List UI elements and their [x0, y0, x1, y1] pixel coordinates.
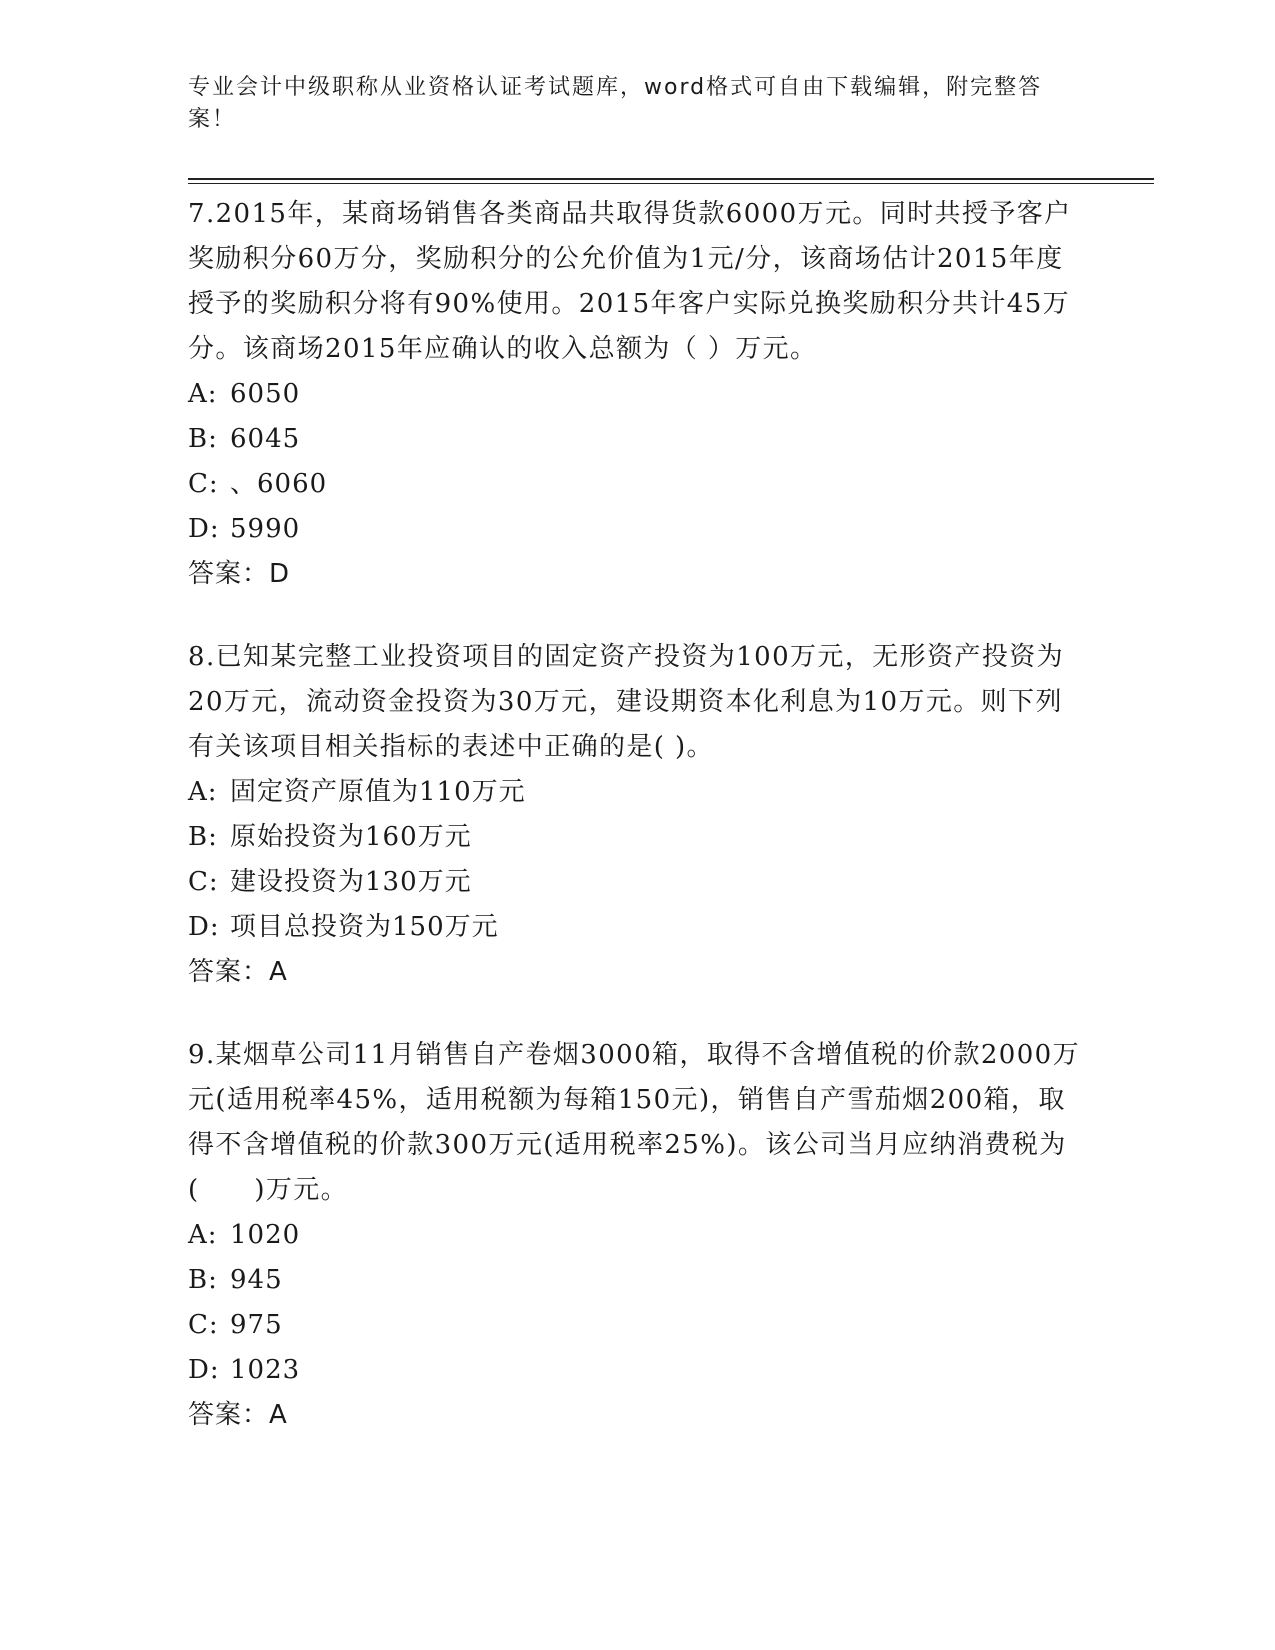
option-b: [188, 1258, 1088, 1303]
question-7: [188, 192, 1088, 597]
option-a: [188, 770, 1088, 815]
option-key: C:: [188, 1310, 219, 1340]
option-text: 、6060: [230, 469, 328, 499]
option-c: [188, 1303, 1088, 1348]
option-text: 1023: [230, 1355, 301, 1385]
header-text: 专业会计中级职称从业资格认证考试题库，word格式可自由下载编辑，附完整答案！: [188, 75, 1043, 132]
option-key: A:: [188, 379, 218, 409]
header-divider-thick: [188, 178, 1154, 180]
option-key: D:: [188, 514, 220, 544]
option-key: D:: [188, 912, 220, 942]
answer-line: 答案：D: [188, 559, 291, 589]
option-b: [188, 815, 1088, 860]
option-text: 945: [230, 1265, 283, 1295]
option-key: B:: [188, 1265, 218, 1295]
question-8: [188, 635, 1088, 995]
option-a: [188, 372, 1088, 417]
document-header: [188, 72, 1068, 136]
option-key: C:: [188, 469, 219, 499]
answer-line: 答案：A: [188, 1400, 288, 1430]
option-c: [188, 462, 1088, 507]
option-text: 6045: [230, 424, 301, 454]
option-text: 6050: [230, 379, 301, 409]
header-divider-thin: [188, 183, 1154, 184]
option-c: [188, 860, 1088, 905]
option-text: 原始投资为160万元: [230, 822, 472, 852]
option-text: 项目总投资为150万元: [230, 912, 499, 942]
answer-line: 答案：A: [188, 957, 288, 987]
option-key: B:: [188, 424, 218, 454]
option-key: B:: [188, 822, 218, 852]
option-a: [188, 1213, 1088, 1258]
option-text: 975: [230, 1310, 283, 1340]
option-key: C:: [188, 867, 219, 897]
option-d: [188, 905, 1088, 950]
question-stem: 7.2015年，某商场销售各类商品共取得货款6000万元。同时共授予客户奖励积分60万分，奖励积分的公允价值为1元/分，该商场估计2015年度授予的奖励积分将有90%使用。2015年客户实际兑换奖励积分共计45万分。该商场2015年应确认的收入总额为（ ）万元。: [188, 199, 1072, 364]
question-list: [188, 192, 1088, 1476]
option-text: 固定资产原值为110万元: [230, 777, 526, 807]
option-key: A:: [188, 777, 218, 807]
question-stem: 8.已知某完整工业投资项目的固定资产投资为100万元，无形资产投资为20万元，流动资金投资为30万元，建设期资本化利息为10万元。则下列有关该项目相关指标的表述中正确的是( )。: [188, 642, 1065, 762]
option-d: [188, 1348, 1088, 1393]
option-key: A:: [188, 1220, 218, 1250]
option-text: 建设投资为130万元: [230, 867, 472, 897]
option-text: 1020: [230, 1220, 301, 1250]
option-b: [188, 417, 1088, 462]
question-stem: 9.某烟草公司11月销售自产卷烟3000箱，取得不含增值税的价款2000万元(适用税率45%，适用税额为每箱150元)，销售自产雪茄烟200箱，取得不含增值税的价款300万元(适用税率25%)。该公司当月应纳消费税为( )万元。: [188, 1040, 1081, 1205]
option-text: 5990: [230, 514, 301, 544]
option-key: D:: [188, 1355, 220, 1385]
question-9: [188, 1033, 1088, 1438]
option-d: [188, 507, 1088, 552]
